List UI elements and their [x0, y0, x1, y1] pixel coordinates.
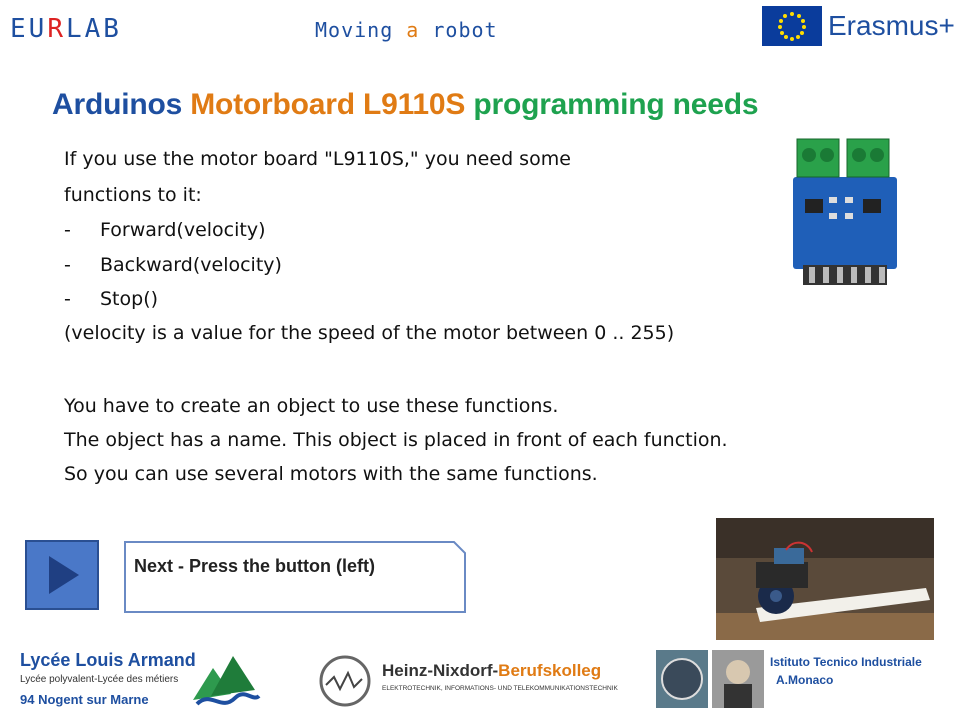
play-icon [27, 542, 97, 608]
subject-part-1: Moving [315, 18, 407, 42]
title-part-3: programming needs [473, 88, 759, 121]
school1-name: Lycée Louis Armand [20, 650, 196, 670]
logo-text-r: R [47, 14, 66, 44]
school3-name-line2: A.Monaco [776, 673, 834, 687]
lycee-louis-armand-logo [16, 650, 261, 714]
subject-part-2: a [406, 18, 420, 42]
bullet-text: Forward(velocity) [100, 219, 266, 241]
erasmus-logo [762, 6, 958, 46]
page-title [52, 88, 758, 122]
motor-board-image [785, 137, 903, 287]
paragraph-line: So you can use several motors with the same functions. [64, 463, 598, 485]
subject-part-3: robot [419, 18, 498, 42]
paragraph-line: You have to create an object to use these functions. [64, 395, 559, 417]
erasmus-text: Erasmus+ [828, 10, 955, 41]
school2-subtitle: ELEKTROTECHNIK, INFORMATIONS- UND TELEKOMMUNIKATIONSTECHNIK [382, 685, 618, 692]
heinz-nixdorf-logo [318, 655, 618, 707]
school2-name-b: Berufskolleg [498, 661, 602, 680]
next-instruction: Next - Press the button (left) [134, 556, 376, 576]
robot-photo [716, 518, 934, 640]
bullet-item [64, 254, 282, 276]
bullet-item [64, 288, 158, 310]
bullet-text: Backward(velocity) [100, 254, 282, 276]
school1-subtitle: Lycée polyvalent-Lycée des métiers [20, 674, 179, 685]
next-play-button[interactable] [25, 540, 99, 610]
next-callout-box [124, 541, 466, 613]
paragraph-line: The object has a name. This object is placed in front of each function. [64, 429, 728, 451]
bullet-dash: - [64, 219, 71, 241]
slide-subject [315, 18, 498, 42]
school3-name-line1: Istituto Tecnico Industriale [770, 655, 922, 669]
intro-line-1: If you use the motor board "L9110S," you need some [64, 148, 571, 170]
berufskolleg-emblem-icon [318, 655, 372, 707]
title-part-1: Arduinos [52, 88, 183, 121]
school2-name [382, 661, 601, 681]
velocity-note: (velocity is a value for the speed of the motor between 0 .. 255) [64, 322, 675, 344]
bullet-dash: - [64, 288, 71, 310]
istituto-crest-images [656, 650, 764, 708]
mountain-icon [191, 650, 261, 714]
title-part-2: Motorboard L9110S [190, 88, 466, 121]
bullet-text: Stop() [100, 288, 159, 310]
school1-city: 94 Nogent sur Marne [20, 692, 149, 707]
bullet-item [64, 219, 266, 241]
logo-text-eu: EU [10, 14, 48, 44]
intro-line-2: functions to it: [64, 184, 202, 206]
eurlab-logo [10, 14, 122, 44]
bullet-dash: - [64, 254, 71, 276]
school2-name-a: Heinz-Nixdorf- [382, 661, 499, 680]
logo-text-lab: LAB [65, 14, 122, 44]
